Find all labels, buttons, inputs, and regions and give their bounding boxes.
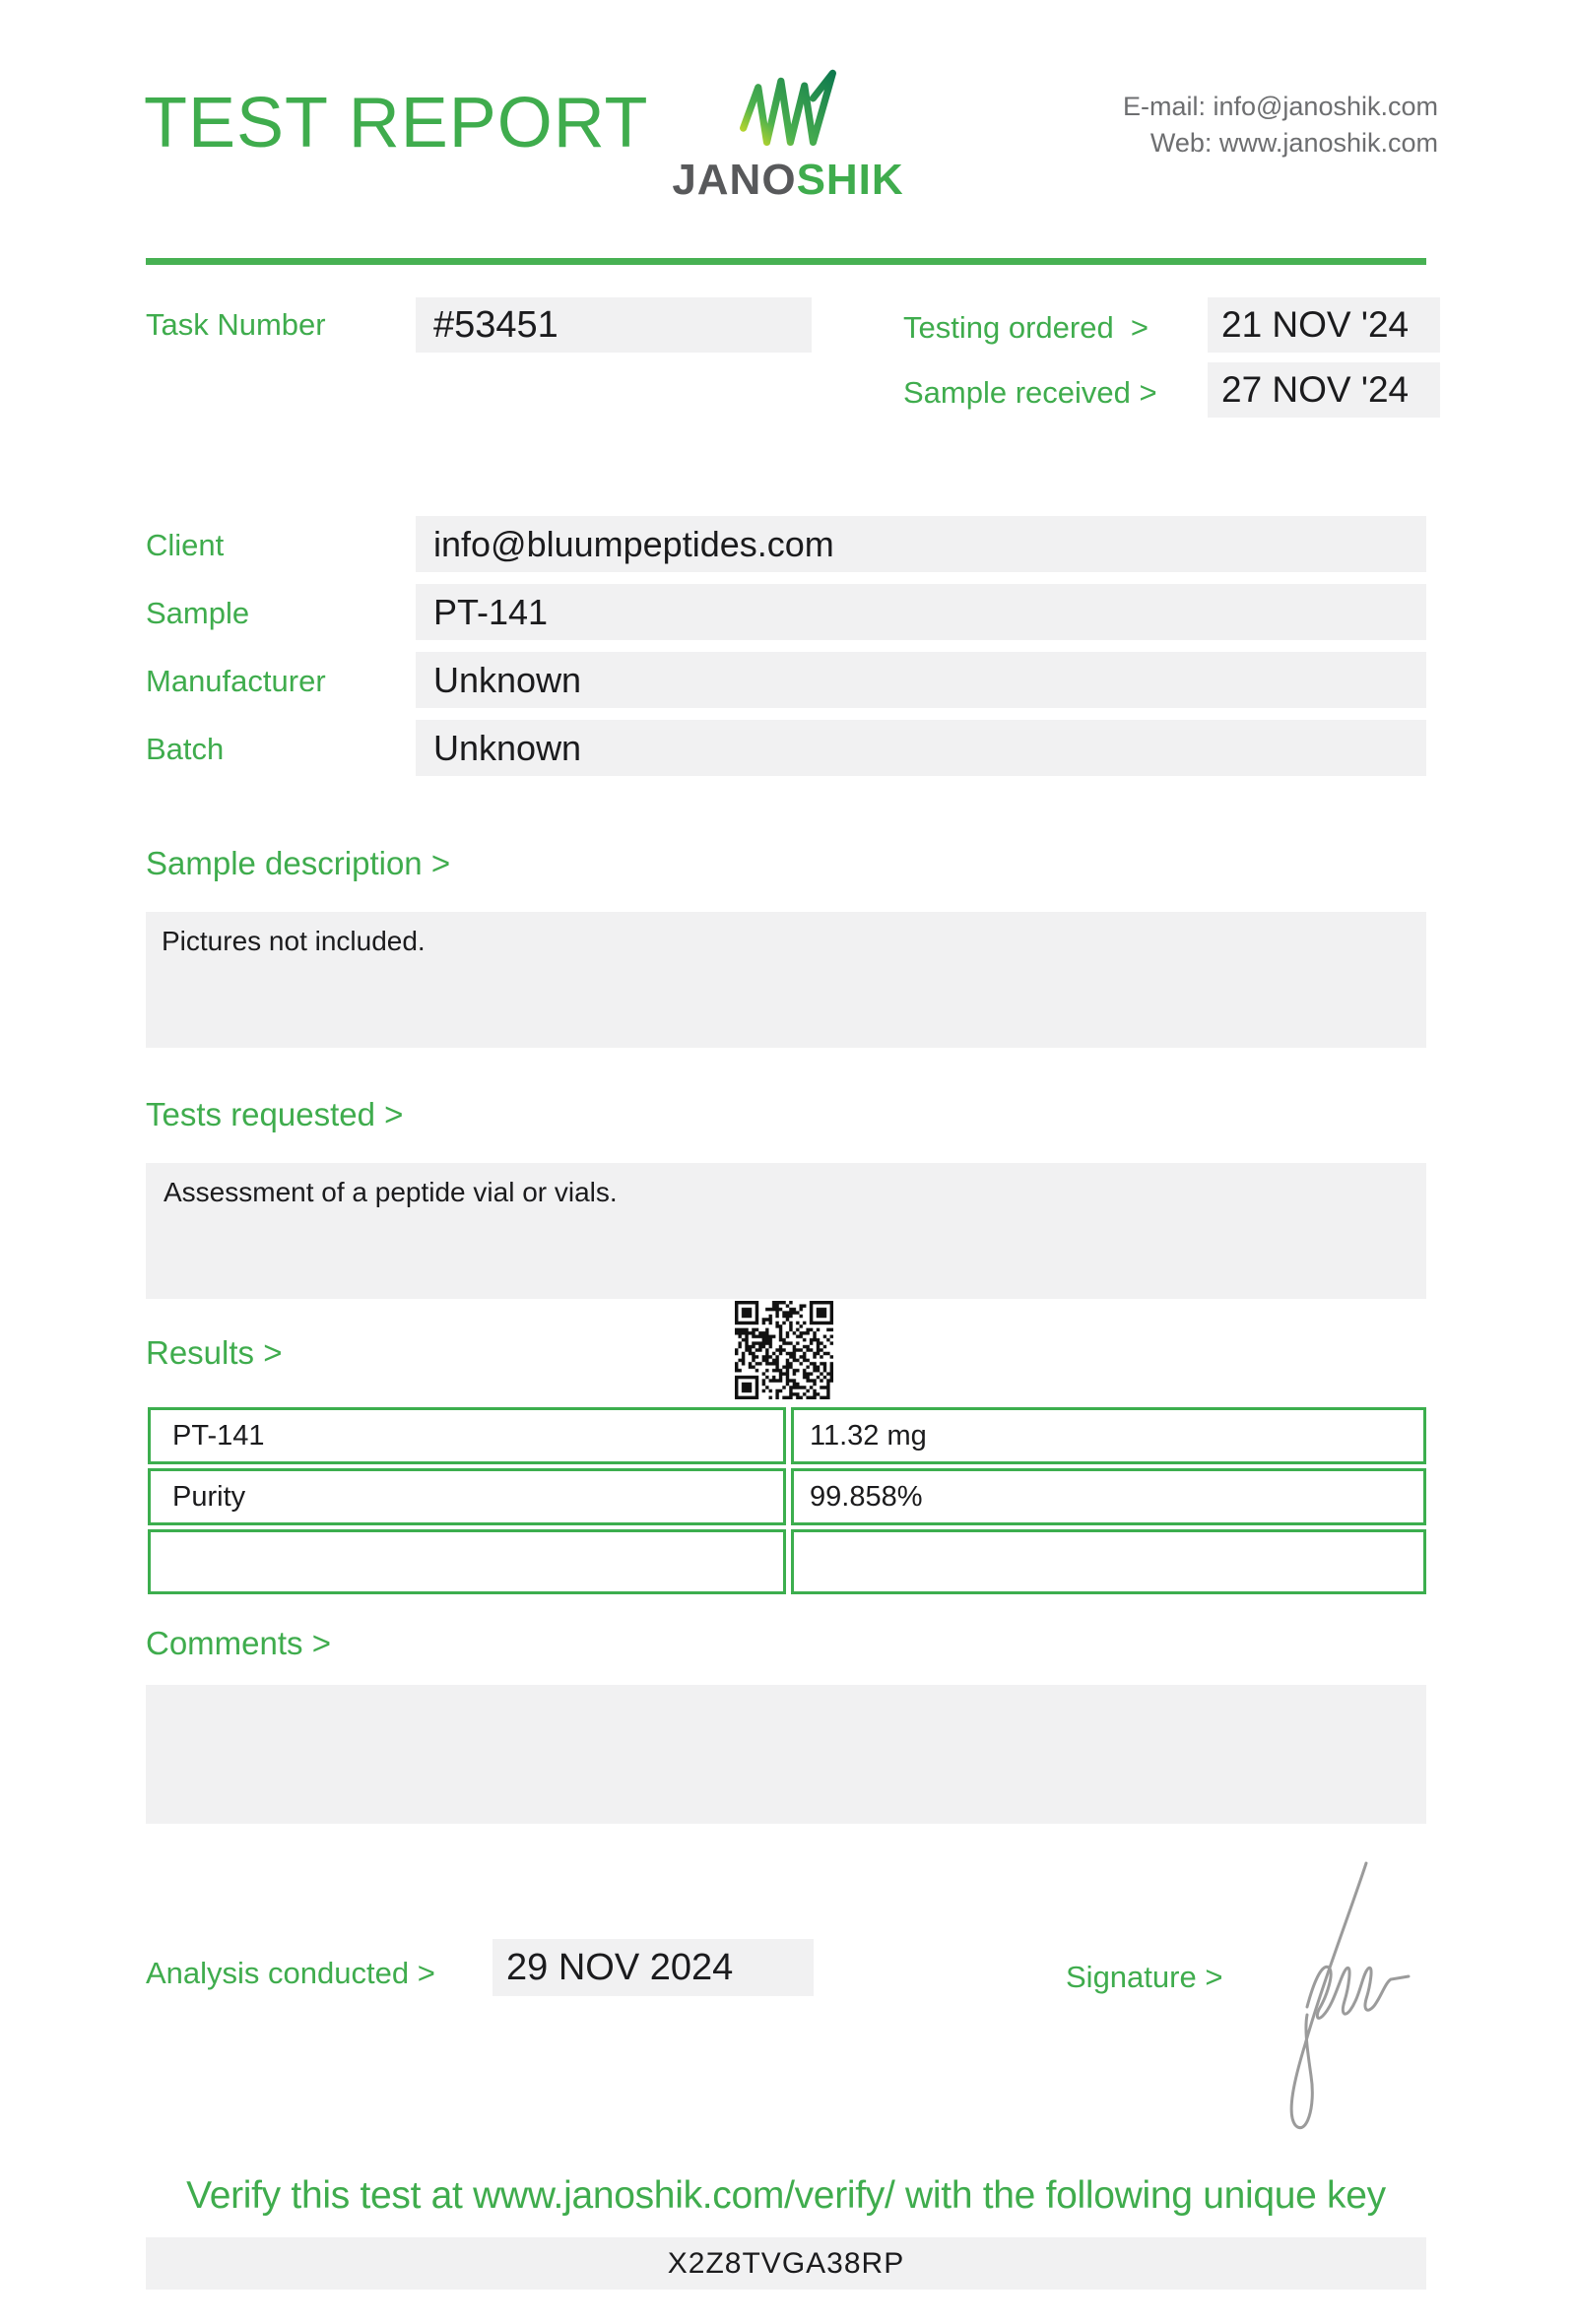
result-name: Purity xyxy=(148,1468,786,1525)
tests-requested-box: Assessment of a peptide vial or vials. xyxy=(146,1163,1426,1299)
signature-image xyxy=(1265,1857,1418,2148)
page-title: TEST REPORT xyxy=(144,84,649,162)
tests-requested-heading: Tests requested > xyxy=(146,1096,404,1132)
info-row-manufacturer xyxy=(0,652,1576,708)
result-value xyxy=(791,1529,1426,1594)
sample-label: Sample xyxy=(146,596,250,630)
sample-value: PT-141 xyxy=(416,584,1426,640)
contact-block xyxy=(934,89,1438,161)
result-value: 11.32 mg xyxy=(791,1407,1426,1464)
info-row-batch xyxy=(0,720,1576,776)
task-number-label: Task Number xyxy=(146,307,326,342)
sample-received-value: 27 NOV '24 xyxy=(1208,362,1440,418)
results-heading: Results > xyxy=(146,1334,283,1371)
analysis-date-value: 29 NOV 2024 xyxy=(492,1939,814,1996)
manufacturer-label: Manufacturer xyxy=(146,664,326,698)
qr-code xyxy=(735,1301,833,1399)
result-name: PT-141 xyxy=(148,1407,786,1464)
signature-label: Signature > xyxy=(1066,1960,1223,1994)
header-divider xyxy=(146,258,1426,265)
janoshik-logo xyxy=(650,156,926,205)
info-row-sample xyxy=(0,584,1576,640)
analysis-conducted-label: Analysis conducted > xyxy=(146,1956,435,1990)
result-value: 99.858% xyxy=(791,1468,1426,1525)
result-row xyxy=(148,1468,1426,1525)
batch-value: Unknown xyxy=(416,720,1426,776)
logo-word-primary: JANO xyxy=(672,156,797,204)
testing-ordered-value: 21 NOV '24 xyxy=(1208,297,1440,353)
result-row xyxy=(148,1529,1426,1594)
logo-word-accent: SHIK xyxy=(796,156,904,204)
result-row xyxy=(148,1407,1426,1464)
verify-instruction: Verify this test at www.janoshik.com/verify/ with the following unique key xyxy=(186,2174,1386,2217)
result-name xyxy=(148,1529,786,1594)
info-row-client xyxy=(0,516,1576,572)
client-value: info@bluumpeptides.com xyxy=(416,516,1426,572)
manufacturer-value: Unknown xyxy=(416,652,1426,708)
sample-description-box: Pictures not included. xyxy=(146,912,1426,1048)
comments-heading: Comments > xyxy=(146,1625,331,1661)
chart-arrow-icon xyxy=(737,67,839,157)
client-label: Client xyxy=(146,528,225,562)
testing-ordered-label: Testing ordered > xyxy=(903,310,1149,345)
comments-box xyxy=(146,1685,1426,1824)
contact-email: E-mail: info@janoshik.com xyxy=(1122,92,1438,121)
task-number-value: #53451 xyxy=(416,297,812,353)
batch-label: Batch xyxy=(146,732,225,766)
sample-received-label: Sample received > xyxy=(903,375,1157,410)
contact-web: Web: www.janoshik.com xyxy=(1149,128,1438,158)
verify-key: X2Z8TVGA38RP xyxy=(146,2237,1426,2290)
sample-description-heading: Sample description > xyxy=(146,845,451,881)
